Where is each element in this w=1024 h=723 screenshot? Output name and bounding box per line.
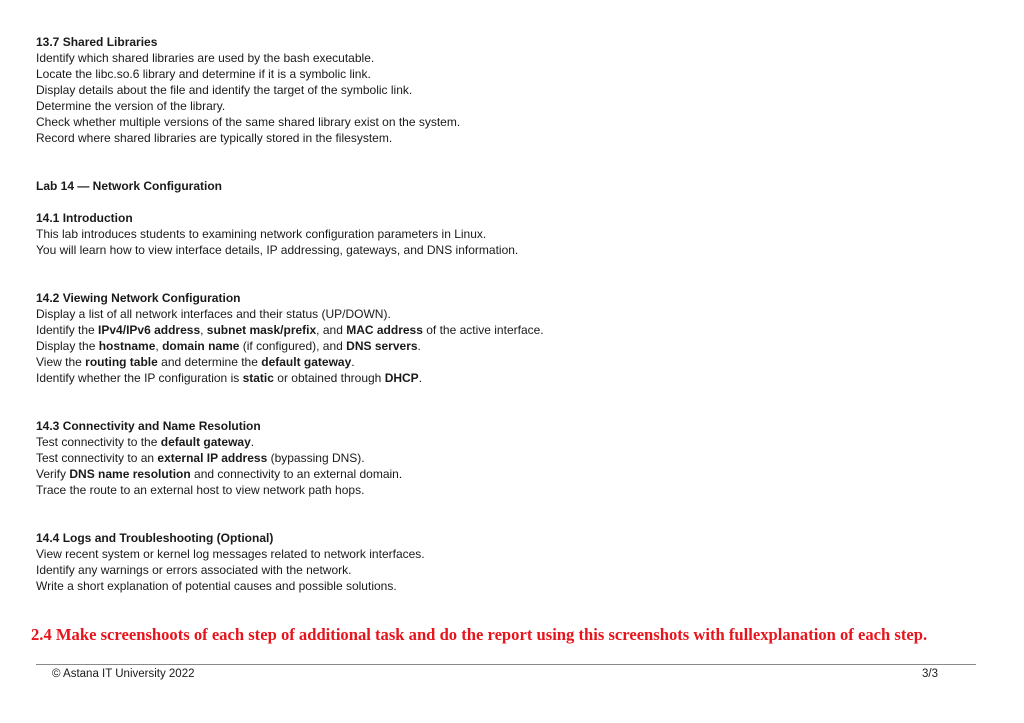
section-14-3-line: Test connectivity to an external IP address (bypassing DNS).	[36, 451, 365, 465]
page-number: 3/3	[922, 668, 938, 680]
section-14-1-title: 14.1 Introduction	[36, 211, 133, 225]
section-13-7-line: Record where shared libraries are typically stored in the filesystem.	[36, 131, 393, 145]
lab-14-title: Lab 14 — Network Configuration	[36, 179, 223, 193]
section-14-1-line: This lab introduces students to examining network configuration parameters in Linux.	[36, 227, 487, 241]
section-13-7-title: 13.7 Shared Libraries	[36, 35, 158, 49]
footer-copyright: © Astana IT University 2022	[52, 668, 195, 680]
additional-task-note: 2.4 Make screenshoots of each step of additional task and do the report using this screenshots with fullexplanation of each step.	[31, 625, 928, 644]
section-14-4-line: View recent system or kernel log messages related to network interfaces.	[36, 547, 425, 561]
section-14-3-title: 14.3 Connectivity and Name Resolution	[36, 419, 261, 433]
section-14-3-line: Test connectivity to the default gateway.	[36, 435, 255, 449]
section-14-2-line: View the routing table and determine the default gateway.	[36, 355, 355, 369]
section-13-7-line: Display details about the file and identify the target of the symbolic link.	[36, 83, 413, 97]
section-13-7-line: Determine the version of the library.	[36, 99, 226, 113]
section-14-1-line: You will learn how to view interface details, IP addressing, gateways, and DNS information.	[36, 243, 519, 257]
section-14-3-line: Verify DNS name resolution and connectivity to an external domain.	[36, 467, 403, 481]
section-14-4-line: Write a short explanation of potential causes and possible solutions.	[36, 579, 397, 593]
section-14-4-title: 14.4 Logs and Troubleshooting (Optional)	[36, 531, 274, 545]
section-14-2-line: Display a list of all network interfaces and their status (UP/DOWN).	[36, 307, 391, 321]
document-body	[36, 34, 976, 594]
section-13-7-line: Identify which shared libraries are used by the bash executable.	[36, 51, 375, 65]
section-14-3-line: Trace the route to an external host to view network path hops.	[36, 483, 365, 497]
section-14-2-line: Identify whether the IP configuration is static or obtained through DHCP.	[36, 371, 423, 385]
section-14-2-title: 14.2 Viewing Network Configuration	[36, 291, 241, 305]
section-14-2-line: Display the hostname, domain name (if configured), and DNS servers.	[36, 339, 421, 353]
section-13-7-line: Check whether multiple versions of the same shared library exist on the system.	[36, 115, 461, 129]
footer-divider	[36, 664, 976, 665]
section-14-4-line: Identify any warnings or errors associated with the network.	[36, 563, 352, 577]
section-14-2-line: Identify the IPv4/IPv6 address, subnet mask/prefix, and MAC address of the active interface.	[36, 323, 544, 337]
section-13-7-line: Locate the libc.so.6 library and determine if it is a symbolic link.	[36, 67, 371, 81]
